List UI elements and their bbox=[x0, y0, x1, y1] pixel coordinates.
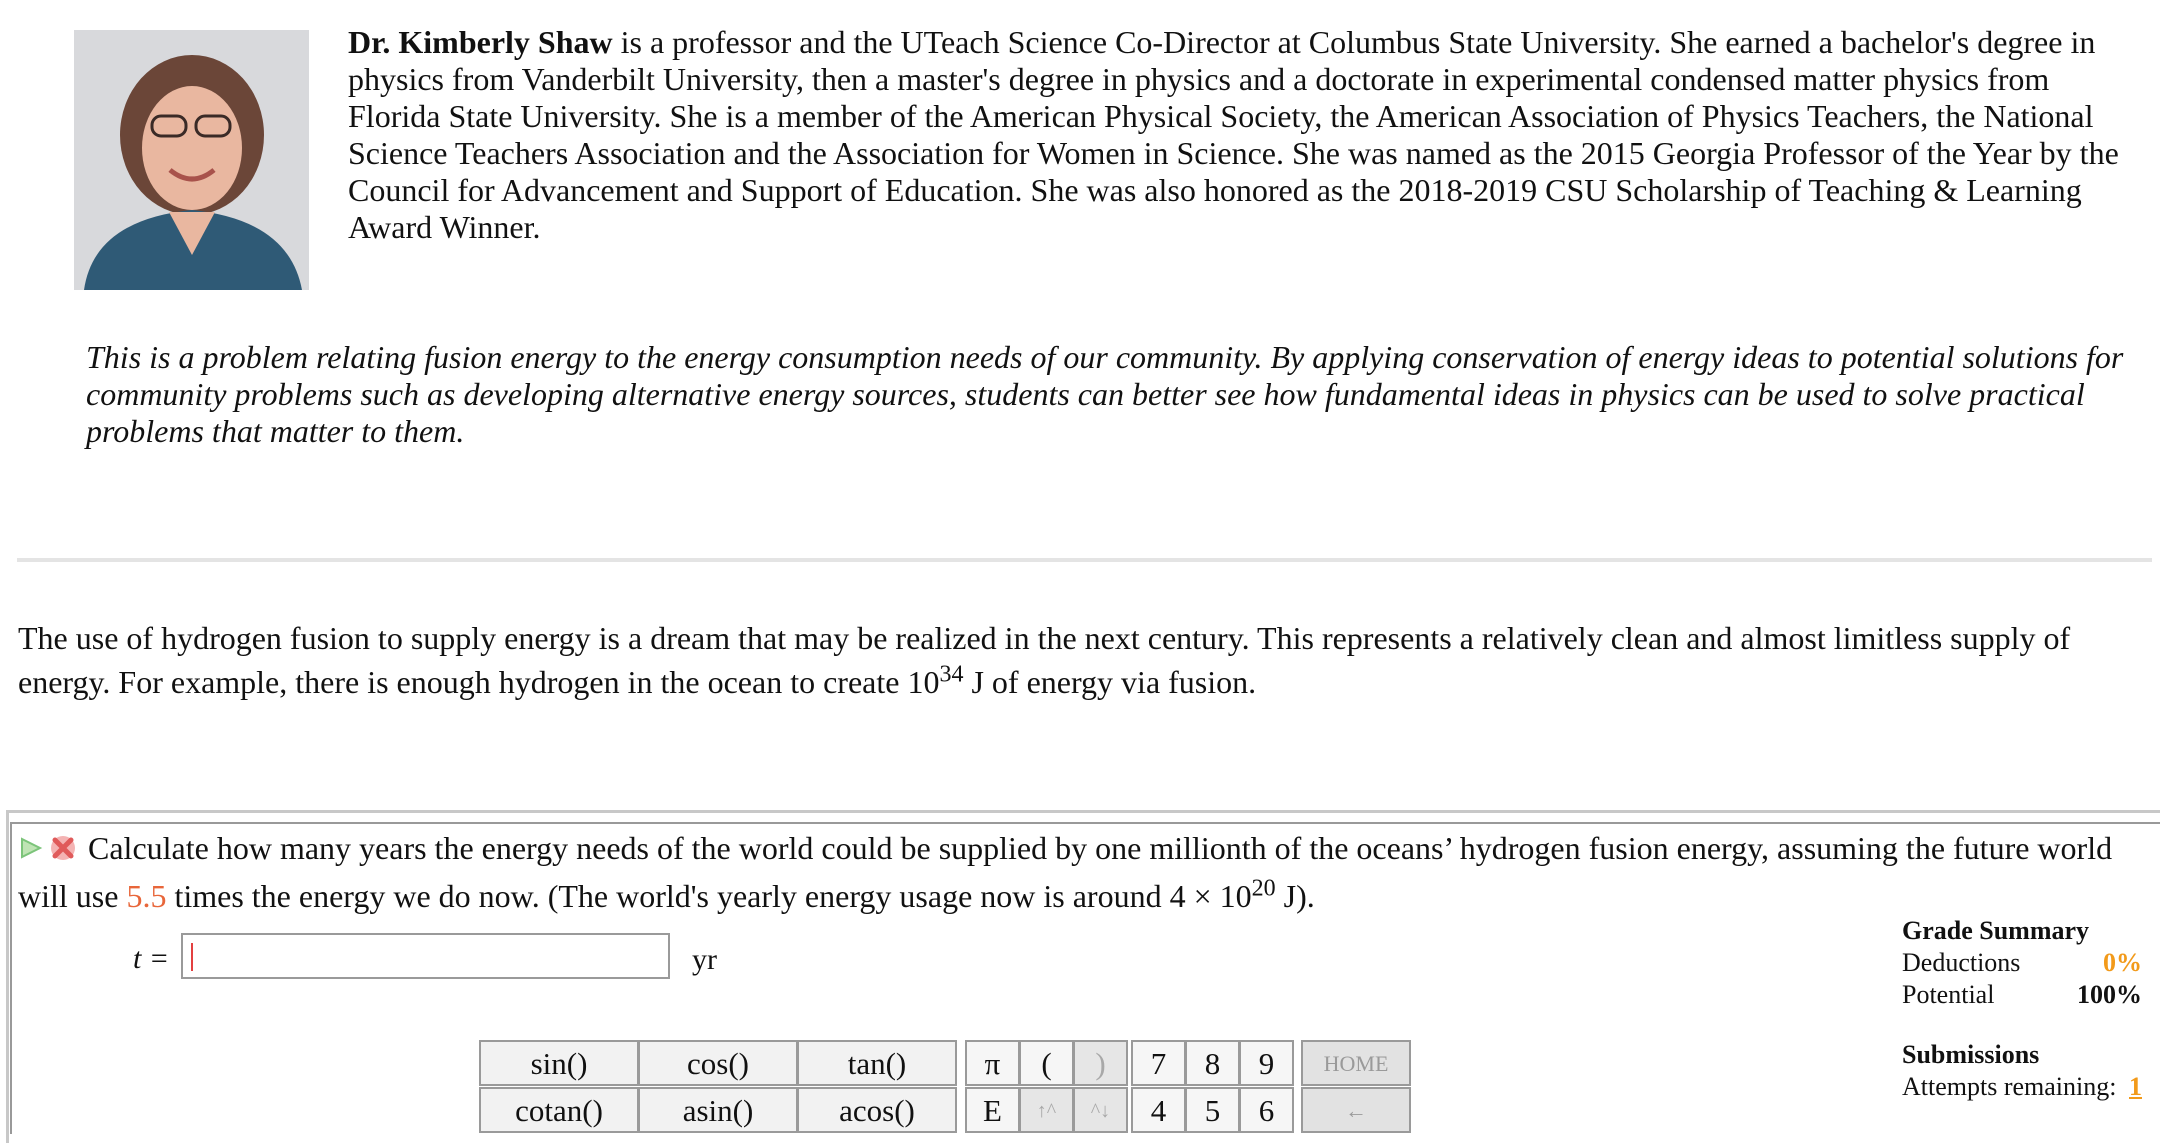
key-4[interactable]: 4 bbox=[1131, 1087, 1186, 1133]
key-tan[interactable]: tan() bbox=[797, 1040, 957, 1086]
problem-text-a: The use of hydrogen fusion to supply energy is a dream that may be realized in the next century. This represents a relatively clean and almost limitless supply of energy. For example, there is enough hydrogen in the ocean to create 10 bbox=[18, 620, 2071, 700]
question-text-b: times the energy we do now. (The world's yearly energy usage now is around 4 × 10 bbox=[166, 877, 1252, 914]
key-acos[interactable]: acos() bbox=[797, 1087, 957, 1133]
potential-row bbox=[1902, 979, 2142, 1011]
question-variable-value: 5.5 bbox=[126, 877, 167, 914]
question-text-c: J). bbox=[1275, 877, 1315, 914]
key-cos[interactable]: cos() bbox=[638, 1040, 798, 1086]
answer-label: t = bbox=[133, 942, 170, 975]
answer-unit: yr bbox=[692, 943, 717, 976]
key-backspace[interactable]: ← bbox=[1301, 1087, 1411, 1133]
key-close-paren[interactable]: ) bbox=[1073, 1040, 1128, 1086]
text-caret bbox=[191, 943, 193, 971]
key-home[interactable]: HOME bbox=[1301, 1040, 1411, 1086]
answer-input[interactable] bbox=[181, 933, 670, 979]
key-up-exponent[interactable]: ↑^ bbox=[1019, 1087, 1074, 1133]
submissions-title: Submissions bbox=[1902, 1040, 2040, 1069]
question-text bbox=[18, 826, 2148, 918]
attempts-row bbox=[1902, 1071, 2142, 1103]
question-exponent: 20 bbox=[1251, 875, 1276, 901]
deductions-row bbox=[1902, 947, 2142, 979]
potential-value: 100% bbox=[2077, 980, 2142, 1009]
bio-paragraph bbox=[348, 24, 2138, 246]
deductions-label: Deductions bbox=[1902, 948, 2021, 977]
incorrect-x-icon bbox=[51, 836, 75, 860]
bio-text: is a professor and the UTeach Science Co-Director at Columbus State University. She earned a bachelor's degree in physics from Vanderbilt University, then a master's degree in physics and a doctorate in experimental condensed matter physics from Florida State University. She is a member of the American Physical Society, the American Association of Physics Teachers, the National Science Teachers Association and the Association for Women in Science. She was named as the 2015 Georgia Professor of the Year by the Council for Advancement and Support of Education. She was also honored as the 2018-2019 CSU Scholarship of Teaching & Learning Award Winner. bbox=[348, 24, 2119, 245]
deductions-value: 0% bbox=[2103, 948, 2142, 977]
key-8[interactable]: 8 bbox=[1185, 1040, 1240, 1086]
key-5[interactable]: 5 bbox=[1185, 1087, 1240, 1133]
bio-name: Dr. Kimberly Shaw bbox=[348, 24, 613, 60]
key-asin[interactable]: asin() bbox=[638, 1087, 798, 1133]
key-sin[interactable]: sin() bbox=[479, 1040, 639, 1086]
attempts-value: 1 bbox=[2129, 1072, 2142, 1101]
key-9[interactable]: 9 bbox=[1239, 1040, 1294, 1086]
problem-statement bbox=[18, 616, 2138, 704]
grade-summary bbox=[1902, 915, 2142, 1103]
key-6[interactable]: 6 bbox=[1239, 1087, 1294, 1133]
portrait-image bbox=[74, 30, 309, 290]
key-open-paren[interactable]: ( bbox=[1019, 1040, 1074, 1086]
attempts-label: Attempts remaining: bbox=[1902, 1072, 2117, 1101]
grade-summary-title: Grade Summary bbox=[1902, 916, 2090, 945]
potential-label: Potential bbox=[1902, 980, 1995, 1009]
divider bbox=[17, 558, 2152, 562]
key-pi[interactable]: π bbox=[965, 1040, 1020, 1086]
key-down-exponent[interactable]: ^↓ bbox=[1073, 1087, 1128, 1133]
question-text-a: Calculate how many years the energy needs of the world could be supplied by one millionth of the oceans’ hydrogen fusion energy, assuming the future world will use bbox=[18, 830, 2113, 914]
problem-text-b: J of energy via fusion. bbox=[963, 664, 1257, 700]
key-e[interactable]: E bbox=[965, 1087, 1020, 1133]
key-7[interactable]: 7 bbox=[1131, 1040, 1186, 1086]
problem-exponent: 34 bbox=[939, 661, 964, 688]
profile-photo bbox=[74, 30, 309, 290]
key-cotan[interactable]: cotan() bbox=[479, 1087, 639, 1133]
intro-paragraph: This is a problem relating fusion energy to the energy consumption needs of our community. By applying conservation of energy ideas to potential solutions for community problems such as developing alternative energy sources, students can better see how fundamental ideas in physics can be used to solve practical problems that matter to them. bbox=[86, 339, 2124, 449]
expand-arrow-icon[interactable] bbox=[22, 839, 40, 857]
question-status-icons bbox=[18, 830, 80, 874]
